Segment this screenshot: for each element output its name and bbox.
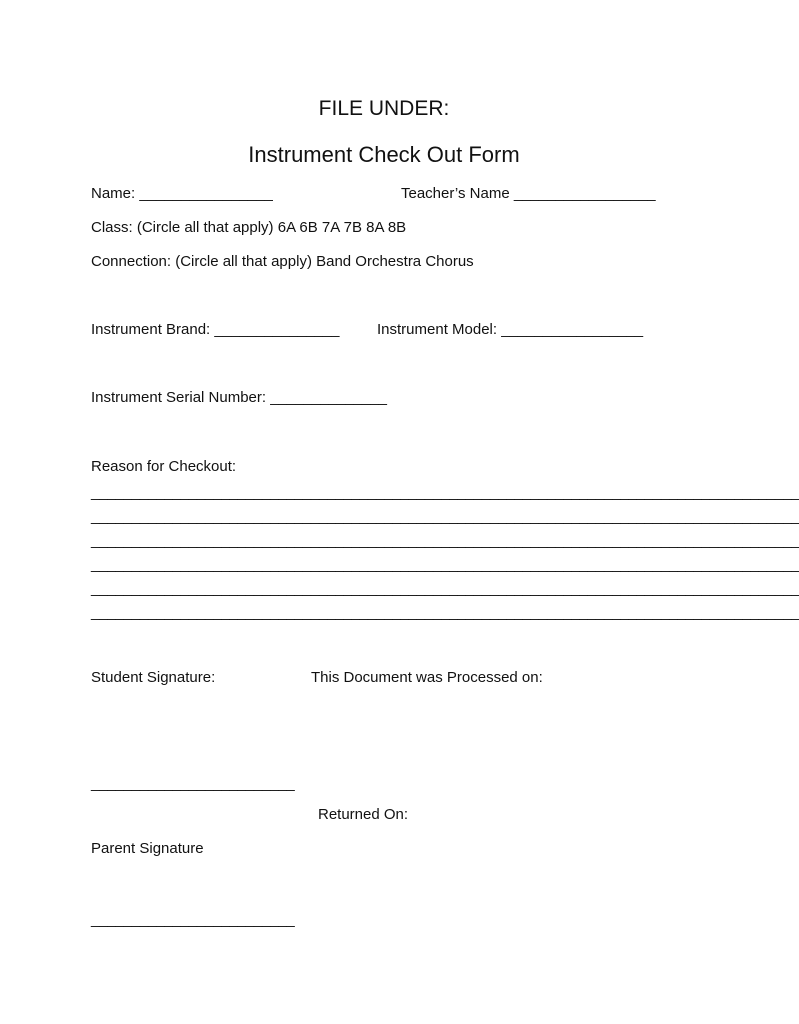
parent-signature-label: Parent Signature	[91, 840, 204, 857]
reason-line[interactable]: _______________________________________________________________________________________	[91, 532, 799, 549]
reason-line[interactable]: _______________________________________________________________________________________	[91, 556, 799, 573]
reason-line[interactable]: _______________________________________________________________________________________	[91, 484, 799, 501]
reason-label: Reason for Checkout:	[91, 458, 237, 475]
serial-number-field[interactable]: Instrument Serial Number: ______________	[91, 389, 388, 406]
connection-field[interactable]: Connection: (Circle all that apply) Band Orchestra Chorus	[91, 253, 474, 270]
processed-on-label: This Document was Processed on:	[311, 669, 543, 686]
student-signature-label: Student Signature:	[91, 669, 216, 686]
class-field[interactable]: Class: (Circle all that apply) 6A 6B 7A 7B 8A 8B	[91, 219, 407, 236]
instrument-brand-field[interactable]: Instrument Brand: _______________	[91, 321, 340, 338]
reason-line[interactable]: _______________________________________________________________________________________	[91, 580, 799, 597]
reason-line[interactable]: _______________________________________________________________________________________	[91, 604, 799, 621]
instrument-model-field[interactable]: Instrument Model: _________________	[377, 321, 644, 338]
student-signature-line[interactable]: _________________________	[91, 775, 295, 792]
file-under-heading: FILE UNDER:	[318, 97, 450, 120]
returned-on-label: Returned On:	[318, 806, 409, 823]
parent-signature-line[interactable]: _________________________	[91, 911, 295, 928]
teacher-name-field[interactable]: Teacher’s Name _________________	[401, 185, 656, 202]
reason-line[interactable]: _______________________________________________________________________________________	[91, 508, 799, 525]
name-field[interactable]: Name: ________________	[91, 185, 273, 202]
form-title: Instrument Check Out Form	[248, 142, 520, 167]
